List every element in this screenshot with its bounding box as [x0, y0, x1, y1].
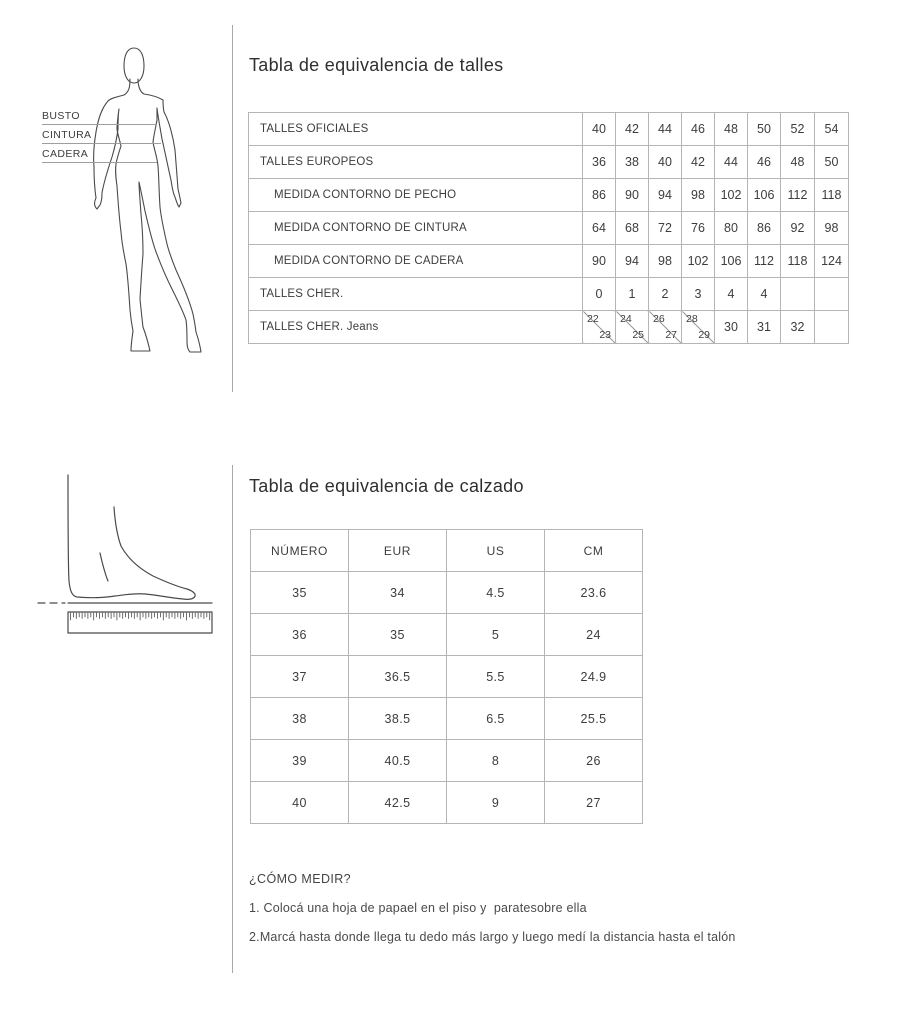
row-label-cell: MEDIDA CONTORNO DE PECHO — [249, 179, 583, 212]
split-bottom-value: 23 — [599, 329, 611, 341]
size-value-cell: 80 — [715, 212, 748, 245]
como-medir-title: ¿CÓMO MEDIR? — [249, 872, 352, 886]
size-value-cell — [682, 311, 715, 344]
size-value-cell: 30 — [715, 311, 748, 344]
size-value-cell: 0 — [583, 278, 616, 311]
row-label-cell: MEDIDA CONTORNO DE CINTURA — [249, 212, 583, 245]
size-value-cell: 90 — [583, 245, 616, 278]
size-value-cell: 64 — [583, 212, 616, 245]
column-header-cell: NÚMERO — [251, 530, 349, 572]
size-value-cell: 42 — [682, 146, 715, 179]
size-value-cell: 52 — [781, 113, 815, 146]
row-label-cell: TALLES EUROPEOS — [249, 146, 583, 179]
body-figure-illustration — [30, 25, 230, 360]
table-row — [251, 572, 643, 614]
size-value-cell: 48 — [781, 146, 815, 179]
row-label-cell: TALLES OFICIALES — [249, 113, 583, 146]
measure-cintura-label: CINTURA — [42, 129, 92, 141]
shoe-size-cell: 40.5 — [349, 740, 447, 782]
como-medir-step-2: 2.Marcá hasta donde llega tu dedo más largo y luego medí la distancia hasta el talón — [249, 930, 736, 944]
split-top-value: 26 — [653, 313, 665, 325]
measure-busto — [42, 110, 157, 125]
size-value-cell: 112 — [781, 179, 815, 212]
section-divider-talles — [232, 25, 233, 392]
measure-cadera-label: CADERA — [42, 148, 89, 160]
como-medir-step-1: 1. Colocá una hoja de papael en el piso y paratesobre ella — [249, 901, 587, 915]
split-top-value: 28 — [686, 313, 698, 325]
size-value-cell: 98 — [649, 245, 682, 278]
shoe-size-cell: 38 — [251, 698, 349, 740]
row-label-cell: TALLES CHER. Jeans — [249, 311, 583, 344]
size-value-cell: 106 — [715, 245, 748, 278]
size-value-cell: 4 — [748, 278, 781, 311]
shoe-size-cell: 24.9 — [545, 656, 643, 698]
table-row — [249, 146, 849, 179]
size-value-cell: 31 — [748, 311, 781, 344]
size-value-cell: 54 — [815, 113, 849, 146]
shoe-size-cell: 23.6 — [545, 572, 643, 614]
size-value-cell: 72 — [649, 212, 682, 245]
size-value-cell: 40 — [583, 113, 616, 146]
column-header-cell: EUR — [349, 530, 447, 572]
calzado-table — [250, 529, 643, 824]
shoe-size-cell: 27 — [545, 782, 643, 824]
shoe-size-cell: 35 — [349, 614, 447, 656]
row-label-cell: MEDIDA CONTORNO DE CADERA — [249, 245, 583, 278]
table-row — [249, 278, 849, 311]
size-value-cell — [781, 278, 815, 311]
size-value-cell — [815, 278, 849, 311]
size-value-cell: 94 — [616, 245, 649, 278]
table-row — [251, 782, 643, 824]
size-value-cell: 44 — [715, 146, 748, 179]
row-label-cell: TALLES CHER. — [249, 278, 583, 311]
size-value-cell: 90 — [616, 179, 649, 212]
foot-figure-illustration — [30, 465, 230, 640]
foot-outline — [68, 475, 195, 599]
shoe-size-cell: 5 — [447, 614, 545, 656]
size-value-cell: 42 — [616, 113, 649, 146]
shoe-size-cell: 6.5 — [447, 698, 545, 740]
table-row — [249, 245, 849, 278]
size-value-cell: 92 — [781, 212, 815, 245]
size-value-cell: 38 — [616, 146, 649, 179]
size-value-cell: 44 — [649, 113, 682, 146]
shoe-size-cell: 36 — [251, 614, 349, 656]
shoe-size-cell: 34 — [349, 572, 447, 614]
table-header-row — [251, 530, 643, 572]
shoe-size-cell: 40 — [251, 782, 349, 824]
shoe-size-cell: 26 — [545, 740, 643, 782]
measure-cintura — [42, 129, 161, 144]
split-top-value: 22 — [587, 313, 599, 325]
size-value-cell: 86 — [748, 212, 781, 245]
size-value-cell: 102 — [715, 179, 748, 212]
column-header-cell: CM — [545, 530, 643, 572]
shoe-size-cell: 36.5 — [349, 656, 447, 698]
size-value-cell: 50 — [815, 146, 849, 179]
split-bottom-value: 29 — [698, 329, 710, 341]
shoe-size-cell: 24 — [545, 614, 643, 656]
shoe-size-cell: 8 — [447, 740, 545, 782]
size-value-cell: 40 — [649, 146, 682, 179]
size-value-cell: 76 — [682, 212, 715, 245]
size-value-cell: 2 — [649, 278, 682, 311]
size-value-cell — [815, 311, 849, 344]
size-value-cell — [616, 311, 649, 344]
size-value-cell: 118 — [781, 245, 815, 278]
shoe-size-cell: 38.5 — [349, 698, 447, 740]
size-value-cell: 86 — [583, 179, 616, 212]
shoe-size-cell: 35 — [251, 572, 349, 614]
size-value-cell: 98 — [815, 212, 849, 245]
table-row — [251, 740, 643, 782]
split-bottom-value: 25 — [632, 329, 644, 341]
size-value-cell: 3 — [682, 278, 715, 311]
foot-arch-detail — [100, 553, 108, 581]
split-bottom-value: 27 — [665, 329, 677, 341]
size-value-cell: 4 — [715, 278, 748, 311]
ruler-ticks — [71, 613, 210, 620]
size-value-cell: 112 — [748, 245, 781, 278]
talles-section-title: Tabla de equivalencia de talles — [249, 55, 504, 75]
column-header-cell: US — [447, 530, 545, 572]
size-value-cell: 102 — [682, 245, 715, 278]
size-value-cell: 46 — [682, 113, 715, 146]
size-value-cell: 118 — [815, 179, 849, 212]
measure-busto-label: BUSTO — [42, 110, 80, 122]
head-outline — [124, 48, 144, 83]
size-value-cell: 94 — [649, 179, 682, 212]
table-row — [249, 311, 849, 344]
calzado-section-title: Tabla de equivalencia de calzado — [249, 476, 524, 496]
shoe-size-cell: 5.5 — [447, 656, 545, 698]
size-value-cell: 48 — [715, 113, 748, 146]
talles-table — [248, 112, 849, 344]
shoe-size-cell: 9 — [447, 782, 545, 824]
measure-busto-line — [42, 124, 157, 125]
measure-cadera-line — [42, 162, 157, 163]
size-value-cell — [583, 311, 616, 344]
size-value-cell: 68 — [616, 212, 649, 245]
size-value-cell: 1 — [616, 278, 649, 311]
size-value-cell: 46 — [748, 146, 781, 179]
size-value-cell: 106 — [748, 179, 781, 212]
size-value-cell: 36 — [583, 146, 616, 179]
shoe-size-cell: 37 — [251, 656, 349, 698]
measure-cintura-line — [42, 143, 161, 144]
table-row — [249, 113, 849, 146]
size-value-cell: 98 — [682, 179, 715, 212]
size-value-cell: 32 — [781, 311, 815, 344]
measure-cadera — [42, 148, 157, 163]
shoe-size-cell: 4.5 — [447, 572, 545, 614]
size-value-cell: 50 — [748, 113, 781, 146]
shoe-size-cell: 39 — [251, 740, 349, 782]
shoe-size-cell: 25.5 — [545, 698, 643, 740]
section-divider-calzado — [232, 465, 233, 973]
split-top-value: 24 — [620, 313, 632, 325]
size-value-cell: 124 — [815, 245, 849, 278]
table-row — [249, 212, 849, 245]
size-value-cell — [649, 311, 682, 344]
table-row — [251, 614, 643, 656]
table-row — [251, 656, 643, 698]
shoe-size-cell: 42.5 — [349, 782, 447, 824]
table-row — [251, 698, 643, 740]
table-row — [249, 179, 849, 212]
